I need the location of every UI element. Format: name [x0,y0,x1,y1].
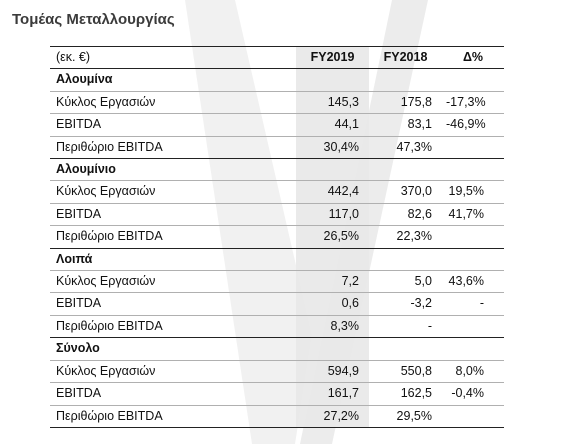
value-fy2019: 161,7 [296,383,369,405]
row-label: EBITDA [50,114,296,136]
section-cell-fy2019 [296,159,369,181]
row-label: EBITDA [50,383,296,405]
value-fy2019: 27,2% [296,405,369,427]
section-cell-delta [442,159,504,181]
section-cell-delta [442,248,504,270]
row-label: Περιθώριο EBITDA [50,405,296,427]
section-row [50,69,504,91]
section-title: Αλουμίνιο [50,159,296,181]
section-cell-delta [442,69,504,91]
value-delta: -46,9% [442,114,504,136]
section-row [50,159,504,181]
table-row [50,203,504,225]
value-fy2018: 47,3% [369,136,442,158]
table-row [50,383,504,405]
table-row [50,136,504,158]
value-fy2018: 5,0 [369,271,442,293]
table-header-row [50,47,504,69]
value-delta: - [442,293,504,315]
table-row [50,226,504,248]
section-cell-delta [442,338,504,360]
value-fy2018: -3,2 [369,293,442,315]
section-cell-fy2019 [296,248,369,270]
value-fy2018: 550,8 [369,360,442,382]
col-header-fy2019: FY2019 [296,47,369,69]
row-label: Περιθώριο EBITDA [50,315,296,337]
value-fy2018: 175,8 [369,91,442,113]
row-label: Κύκλος Εργασιών [50,91,296,113]
table-row [50,91,504,113]
value-fy2019: 145,3 [296,91,369,113]
table-row [50,271,504,293]
row-label: Περιθώριο EBITDA [50,226,296,248]
page-title: Τομέας Μεταλλουργίας [12,11,175,28]
table-body [50,47,504,428]
value-fy2018: 370,0 [369,181,442,203]
financial-table [50,46,504,428]
section-cell-fy2018 [369,69,442,91]
value-delta: -0,4% [442,383,504,405]
value-delta: 8,0% [442,360,504,382]
value-fy2019: 594,9 [296,360,369,382]
row-label: Κύκλος Εργασιών [50,360,296,382]
value-fy2018: 29,5% [369,405,442,427]
table-row [50,405,504,427]
row-label: Περιθώριο EBITDA [50,136,296,158]
section-cell-fy2018 [369,159,442,181]
value-fy2019: 0,6 [296,293,369,315]
value-fy2019: 26,5% [296,226,369,248]
value-fy2019: 8,3% [296,315,369,337]
unit-label: (εκ. €) [50,47,296,69]
section-title: Λοιπά [50,248,296,270]
table-row [50,360,504,382]
row-label: Κύκλος Εργασιών [50,271,296,293]
value-fy2019: 7,2 [296,271,369,293]
row-label: Κύκλος Εργασιών [50,181,296,203]
table-row [50,181,504,203]
row-label: EBITDA [50,203,296,225]
section-title: Αλουμίνα [50,69,296,91]
section-row [50,248,504,270]
value-delta: -17,3% [442,91,504,113]
value-fy2019: 44,1 [296,114,369,136]
value-delta: 43,6% [442,271,504,293]
section-title: Σύνολο [50,338,296,360]
section-cell-fy2018 [369,248,442,270]
section-cell-fy2019 [296,338,369,360]
value-delta [442,405,504,427]
section-row [50,338,504,360]
value-delta [442,315,504,337]
row-label: EBITDA [50,293,296,315]
col-header-fy2018: FY2018 [369,47,442,69]
value-fy2018: 83,1 [369,114,442,136]
value-delta [442,226,504,248]
value-delta: 19,5% [442,181,504,203]
value-fy2018: 82,6 [369,203,442,225]
value-fy2019: 117,0 [296,203,369,225]
col-header-delta: Δ% [442,47,504,69]
table-row [50,293,504,315]
value-fy2018: 22,3% [369,226,442,248]
section-cell-fy2018 [369,338,442,360]
section-cell-fy2019 [296,69,369,91]
value-delta [442,136,504,158]
value-fy2018: 162,5 [369,383,442,405]
value-fy2018: - [369,315,442,337]
value-fy2019: 30,4% [296,136,369,158]
table-row [50,315,504,337]
table-row [50,114,504,136]
value-fy2019: 442,4 [296,181,369,203]
value-delta: 41,7% [442,203,504,225]
